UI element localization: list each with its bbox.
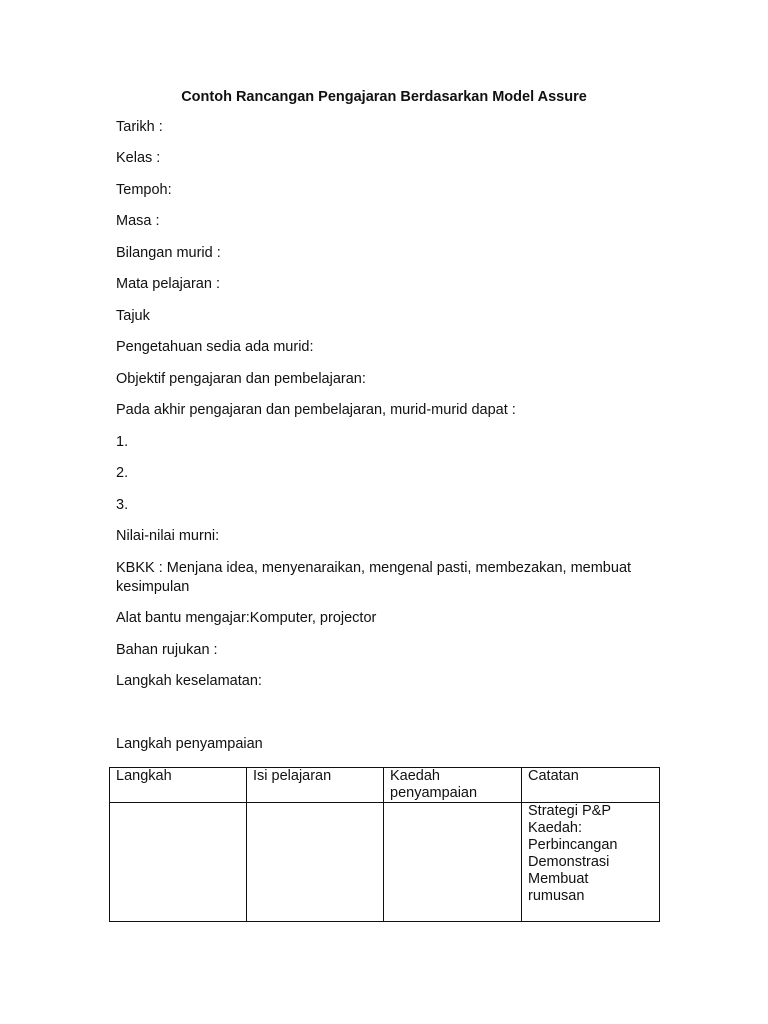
header-isi-pelajaran: Isi pelajaran	[247, 768, 384, 803]
header-langkah: Langkah	[110, 768, 247, 803]
lesson-steps-table	[109, 767, 660, 922]
field-bahan-rujukan: Bahan rujukan :	[116, 642, 218, 658]
cell-isi-pelajaran	[247, 803, 384, 922]
catatan-line: Demonstrasi	[528, 854, 610, 870]
field-bilangan-murid: Bilangan murid :	[116, 245, 221, 261]
field-alat-bantu: Alat bantu mengajar:Komputer, projector	[116, 610, 377, 626]
field-kbkk: KBKK : Menjana idea, menyenaraikan, mengenal pasti, membezakan, membuat kesimpulan	[116, 560, 632, 595]
field-kelas: Kelas :	[116, 150, 161, 166]
field-mata-pelajaran: Mata pelajaran :	[116, 276, 220, 292]
cell-langkah	[110, 803, 247, 922]
cell-catatan	[522, 803, 660, 922]
catatan-line: Perbincangan	[528, 837, 618, 853]
document-title: Contoh Rancangan Pengajaran Berdasarkan Model Assure	[181, 89, 587, 105]
catatan-line: Strategi P&P	[528, 803, 612, 819]
objective-item-2: 2.	[116, 465, 129, 481]
catatan-line: Kaedah:	[528, 820, 583, 836]
field-pada-akhir: Pada akhir pengajaran dan pembelajaran, murid-murid dapat :	[116, 402, 516, 418]
objective-item-1: 1.	[116, 434, 129, 450]
field-nilai-murni: Nilai-nilai murni:	[116, 528, 220, 544]
header-catatan: Catatan	[522, 768, 660, 803]
table-header-row	[110, 768, 660, 803]
cell-kaedah-penyampaian	[384, 803, 522, 922]
catatan-line: Membuat	[528, 871, 589, 887]
field-langkah-penyampaian: Langkah penyampaian	[116, 736, 263, 752]
field-objektif: Objektif pengajaran dan pembelajaran:	[116, 371, 366, 387]
field-tarikh: Tarikh :	[116, 119, 163, 135]
field-pengetahuan-sedia: Pengetahuan sedia ada murid:	[116, 339, 314, 355]
field-langkah-keselamatan: Langkah keselamatan:	[116, 673, 262, 689]
table-row	[110, 803, 660, 922]
field-masa: Masa :	[116, 213, 160, 229]
objective-item-3: 3.	[116, 497, 129, 513]
field-tempoh: Tempoh:	[116, 182, 172, 198]
field-tajuk: Tajuk	[116, 308, 150, 324]
header-kaedah-penyampaian: Kaedah penyampaian	[384, 768, 522, 803]
catatan-line: rumusan	[528, 888, 585, 904]
